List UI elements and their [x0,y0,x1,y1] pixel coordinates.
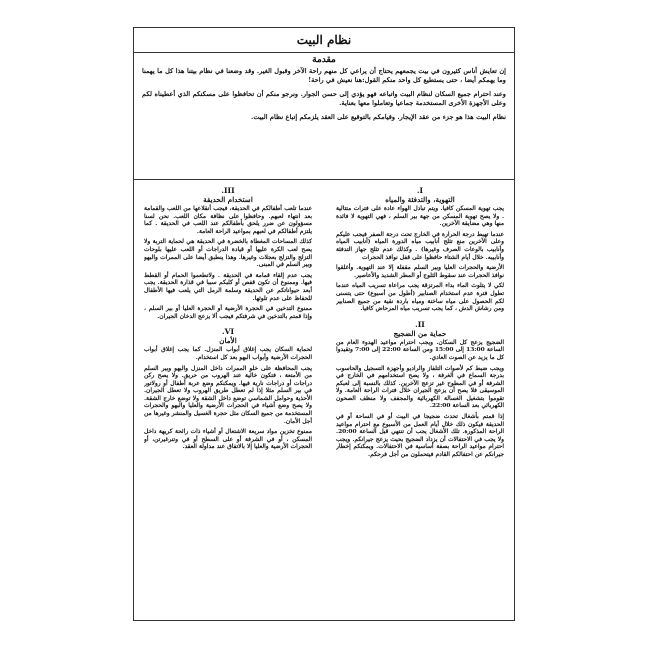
section-paragraph: ممنوع التدخين في الحجرة الأرضية أو الحجرة العليا أو بير السلم ، وإذا قمتم بالتدخين في شرفتكم فيجب ألا يزعج الدخان الجيران. [144,305,312,320]
section-title: حماية من الضجيج [393,328,447,338]
section-title: التهوية، والتدفئة والمياه [385,195,455,204]
section-paragraph: عندما تلعب أطفالكم في الحديقة، فيجب أنقلاعها من اللعب والقمامة بعد انتهاء لعبهم. وحافظوا على نظافة مكان اللعب. نحن لسنا مسؤولون عن ضرر يلحق بأطفالكم عند اللعب في الحديقة . كما يلتزم أطفالكم في لعبهم بمواعيد الراحة العامة. [144,205,312,235]
section-paragraph: لكي لا يتلوث الماء بداء المرتزقة يجب مراعاة تسريب المياه عندما تطول فترة عدم استخدام الصنابير (أطول من أسبوع) حتى يتسنى لكم الحصول على مياه ساخنة ومياه باردة نقية من جميع الصنابير ومن رشاش الدش ، كما يجب تسريب مياه المرحاض كافيا. [336,282,504,313]
section-paragraph: يجب المحافظة على خلو الممرات داخل المنزل والبهو وبير السلم من الأمتعة ، فتكون خالية عند الهروب من حريق. ولا يصح ركن دراجات أو دراجات نارية فيها. ويمكنكم وضع عربة أطفال أو رولاتور في بير السلم مثلا إذا لم تعطل طريق الهروب ولا تعطل الجيران. الأحذية وحوامل الشماسي توضع داخل الشقة ولا توضع خارج الشقة. ولا يصح وضع أشياء في الحجرات الأرضية والعليا والبهو والحجرات المستخدمة من جميع السكان مثل حجرة الغسيل والمنشر وغيرها من أجل الأمان. [144,364,312,425]
house-rules-document [133,27,515,621]
section-paragraph: كذلك المساحات المغطاة بالخضرة في الحديقة هي لحماية التربة ولا يصح لعب الكرة عليها أو قيادة الدراجات أو اللعب عليها بلوحات التزلج والتزلج بعجلات وغيرها. وهذا ينطبق أيضا على الممرات والبهو وبير السلم في المبنى. [144,238,312,269]
section-number: II. [415,319,425,329]
rules-columns [134,180,514,620]
document-title: نظام البيت [134,28,514,53]
intro-section [134,52,514,180]
intro-paragraph: نظام البيت هذا هو جزء من عقد الإيجار. وقيامكم بالتوقيع على العقد يلزمكم إتباع نظام البيت. [251,113,506,121]
section-number: VI. [222,327,234,337]
section-paragraph: الأرضية والحجرات العليا وبير السلم مقفلة إلا عند التهوية. وأغلقوا نوافذ الحجرات عند سقوط الثلوج أو المطر الشديد والأعاصير. [336,264,504,279]
intro-heading: مقدمة [312,55,336,65]
section-title: الأمان [219,336,237,346]
section-paragraph: الضجيج يزعج كل السكان. ويجب احترام مواعيد الهدوء العام من الساعة 13:00 إلى 15:00 ومن الساعة 22:00 إلى 7:00 وتقيدوا كل ما يزيد عن الصوت العادي. [336,338,504,361]
intro-paragraph: إن تعايش أناس كثيرون في بيت يجمعهم يحتاج أن يراعي كل منهم راحة الآخر وقبول الغير. وقد وضعنا في نظام بيتنا هذا كل ما يهمنا وما يهمكم أيضا ، حتى يستطيع كل واحد منكم القول:هنا نعيش في راحة! [142,67,506,84]
section-paragraph: يجب تهوية المسكن كافيا. ويتم تبادل الهواء عادة على فترات متتالية . ولا يصح تهوية المسكن من جهة بير السلم ، فهي التهوية لا فائدة منها وهي مضايقة الآخرين. [336,205,504,228]
left-column [144,186,312,616]
section-paragraph: ويجب ضبط كم لأصوات التلفاز والراديو وأجهزة التسجيل والحاسوب بدرجة السماع في الغرفة ، ولا يصح استخدامهم في الخارج في الشرفة أو في المطوح غير تزعج الآخرين. كذلك بالنسبة إلى لعبكم الموسيقى فلا يصح أن يزعج الجيران خلال فترات الراحة العامة. ولا تقوموا بتشغيل الغسالة الكهربائية والمجفف ولا منظف الصحون الكهربائي بعد الساعة 22:00. [336,364,504,410]
intro-paragraph: وعند احترام جميع السكان لنظام البيت واتباعه فهو يؤدي إلى حسن الجوار. ونرجو منكم أن تحافظوا على مسكنكم الذي أعطيناه لكم وعلى الأجهزة الأخرى المستخدمة جماعيا وتعاملوا معها بعناية. [142,90,506,107]
section-paragraph: يجب عدم إلقاء قمامة في الحديقة . ولاتطعموا الحمام أو القطط فيها. وممنوع أن تكون قفص أو كلبكم سببا في قذارة الحديقة. يجب أبعد حيواناتكم عن الحديقة وسلمة الرمل التي يلعب فيها الأطفال للحفاظ على عدم تلوثها. [144,271,312,302]
section-paragraph: لحماية السكان يجب إغلاق أبواب المنزل. كما يجب إغلاق أبواب الحجرات الأرضية وأبواب البهو بعد كل استخدام. [144,346,312,361]
section-paragraph: ممنوع تخزين مواد سريعة الاشتعال أو أشياء ذات رائحة كريهة داخل المسكن ، أو في الشرفة أو على السطح أو في وتنرغيرتن، أو الحجرات الأرضية والعليا إلا بالاتفاق عند مداولة العقد. [144,428,312,451]
section-paragraph: عندما تهبط درجة الحرارة في الخارج تحت درجة الصفر فيجب عليكم وعلى الآخرين منع تثلج أنابيب مياه الدورة المياه (أنابيب المياه وأنابيب بالوعات الصرف وغيرها) . وكذلك عدم تثلج جهاز التدفئة وأنابيبه. خلال أيام الشتاء حافظوا على قفل نوافذ الحجرات [336,230,504,261]
section-number: III. [221,186,235,195]
section-title: استخدام الحديقة [203,195,253,204]
section-paragraph: إذا قمتم بأشغال تحدث ضجيجا في البيت أو في الساحة أو في الحديقة فيكون ذلك خلال أيام العمل من الأسبوع مع احترام مواعيد الراحة المذكورة. تلك الأشغال يجب أن تنتهي قبل الساعة 20:00. ولا يجب في الاحتفالات أن يزداد الضجيج بحيث يزعج جيرانكم. ويجب احترام مواعيد الراحة بصفة أساسية في الاحتفالات. ويمكنكم إخطار جيرانكم عن احتفالكم القادم فيتحملون من أجل فرحكم. [336,413,504,459]
section-number: I. [416,186,424,195]
right-column [336,186,504,616]
